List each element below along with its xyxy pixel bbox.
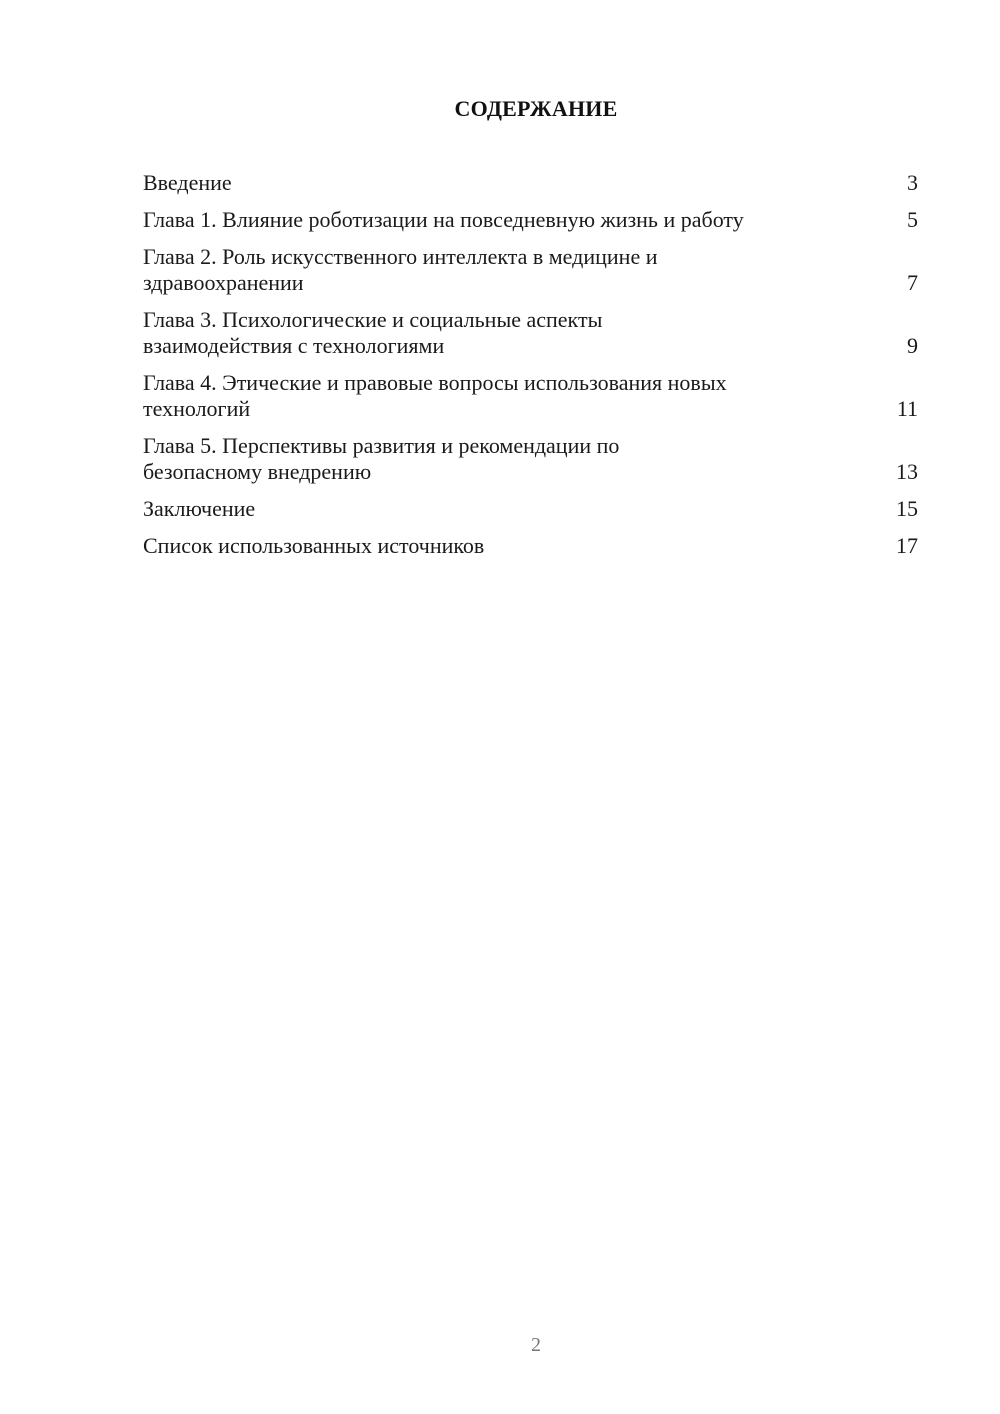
toc-entry-references bbox=[143, 533, 918, 559]
page-title: СОДЕРЖАНИЕ bbox=[454, 96, 618, 121]
toc-entry-chapter-2 bbox=[143, 244, 918, 296]
toc-entry-label: Введение bbox=[143, 170, 232, 195]
toc-entry-page-number: 15 bbox=[896, 496, 918, 521]
toc-entry-conclusion bbox=[143, 496, 918, 522]
toc-entry-introduction bbox=[143, 170, 918, 196]
toc-entry-page-number: 13 bbox=[896, 459, 918, 484]
table-of-contents bbox=[143, 170, 918, 570]
toc-entry-chapter-4 bbox=[143, 370, 918, 422]
toc-entry-label: Глава 3. Психологические и социальные аспекты взаимодействия с технологиями bbox=[143, 307, 603, 358]
toc-entry-page-number: 11 bbox=[896, 396, 918, 421]
toc-entry-page-number: 5 bbox=[907, 207, 918, 232]
toc-entry-chapter-1 bbox=[143, 207, 918, 233]
toc-entry-page-number: 7 bbox=[907, 270, 918, 295]
toc-entry-label: Заключение bbox=[143, 496, 256, 521]
toc-entry-label: Глава 1. Влияние роботизации на повседневную жизнь и работу bbox=[143, 207, 744, 232]
toc-entry-label: Глава 4. Этические и правовые вопросы использования новых технологий bbox=[143, 370, 727, 421]
toc-entry-page-number: 17 bbox=[896, 533, 918, 558]
toc-entry-label: Глава 5. Перспективы развития и рекомендации по безопасному внедрению bbox=[143, 433, 620, 484]
toc-entry-page-number: 3 bbox=[907, 170, 918, 195]
page-footer-number: 2 bbox=[531, 1334, 541, 1356]
toc-entry-label: Глава 2. Роль искусственного интеллекта в медицине и здравоохранении bbox=[143, 244, 658, 295]
toc-entry-chapter-5 bbox=[143, 433, 918, 485]
toc-entry-label: Список использованных источников bbox=[143, 533, 485, 558]
toc-entry-page-number: 9 bbox=[907, 333, 918, 358]
toc-entry-chapter-3 bbox=[143, 307, 918, 359]
